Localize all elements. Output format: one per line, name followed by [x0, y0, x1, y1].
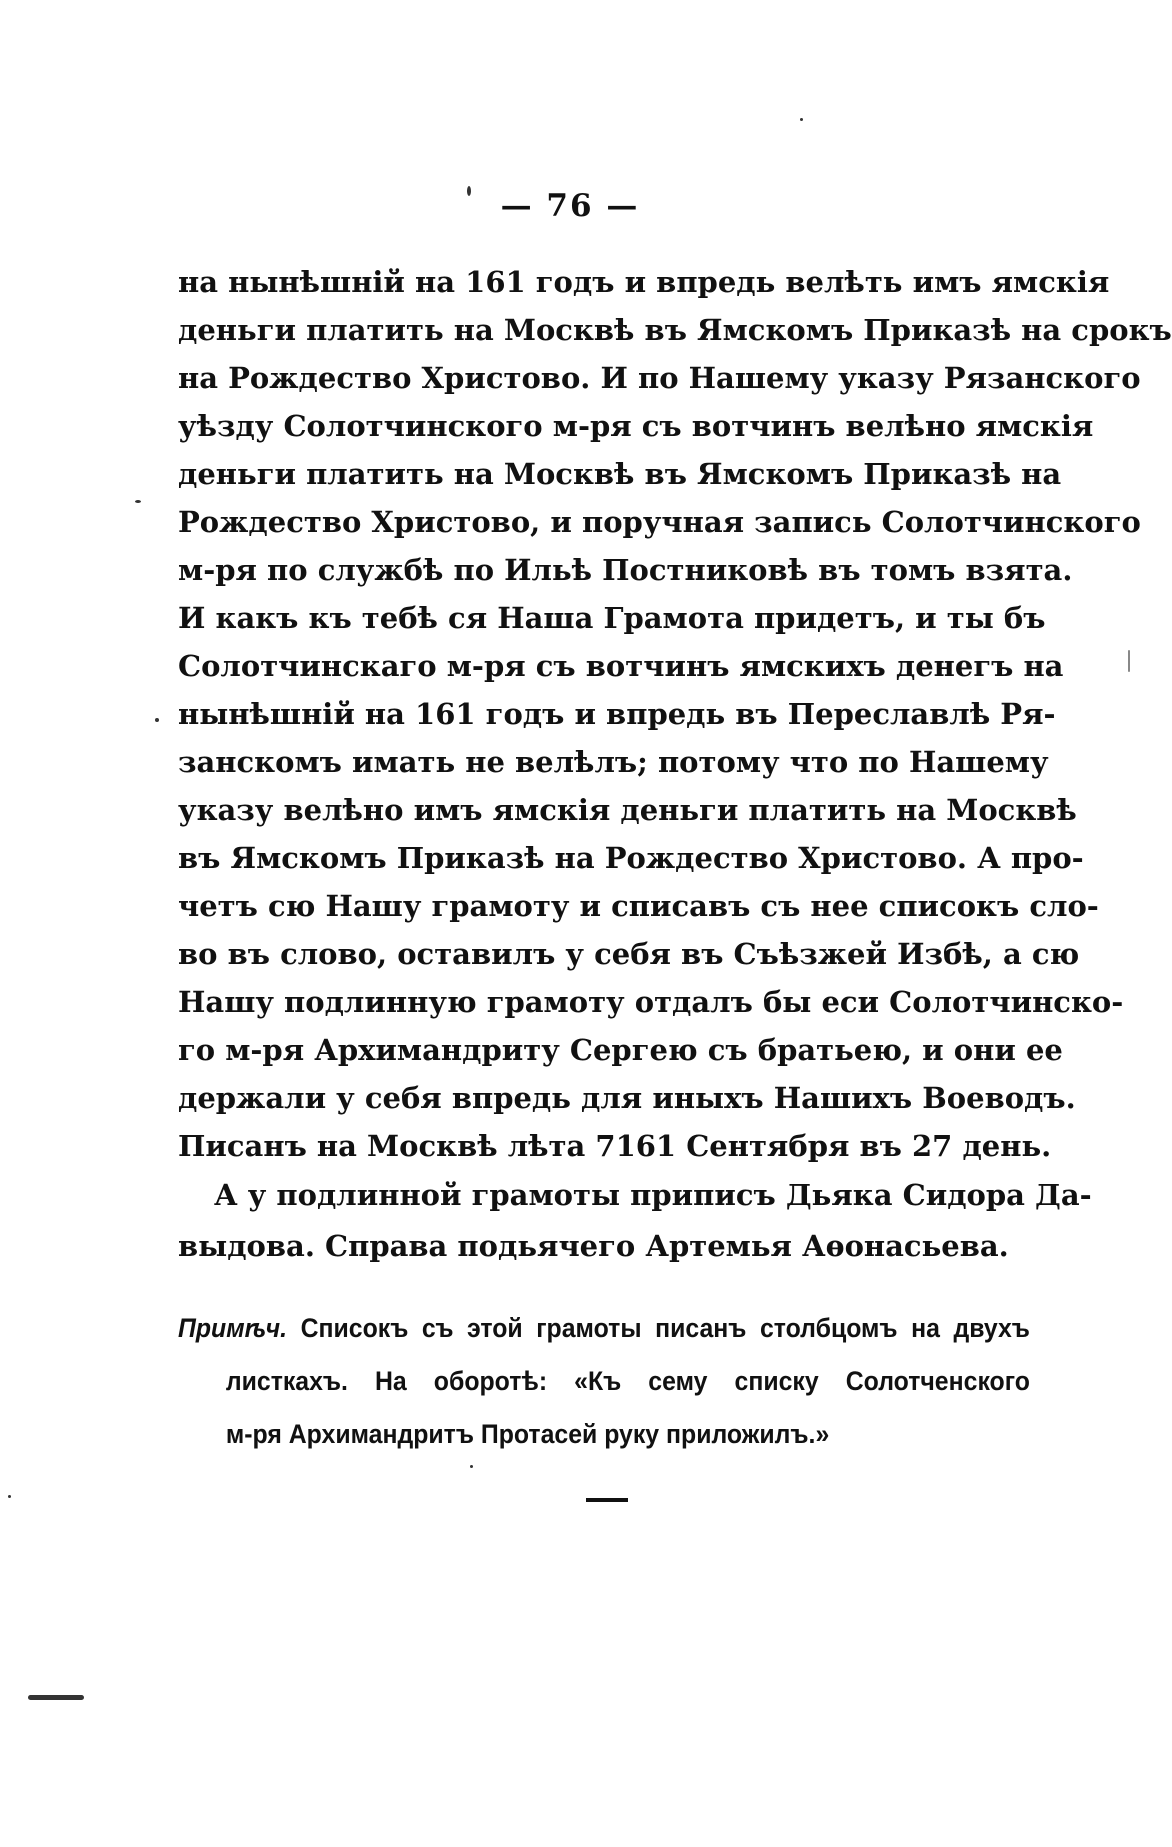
text-line: деньги платить на Москвѣ въ Ямскомъ Приказѣ на	[178, 457, 1062, 491]
text-line: деньги платить на Москвѣ въ Ямскомъ Приказѣ на срокъ	[178, 313, 1172, 347]
main-text-block	[178, 258, 1172, 1170]
scan-speck	[155, 718, 159, 722]
scan-speck	[467, 186, 471, 196]
colophon-paragraph	[178, 1170, 1092, 1272]
page-number: — 76 —	[500, 188, 640, 224]
text-line: го м-ря Архимандриту Сергею съ братьею, и они ее	[178, 1033, 1063, 1067]
text-line: на нынѣшній на 161 годъ и впредь велѣть имъ ямскія	[178, 265, 1110, 299]
text-line: Солотчинскаго м-ря съ вотчинъ ямскихъ денегъ на	[178, 649, 1064, 683]
footnote-line: листкахъ. На оборотѣ: «Къ сему списку Солотченского	[225, 1366, 1030, 1396]
scan-speck	[470, 1465, 473, 1468]
scan-speck	[28, 1695, 84, 1700]
scan-speck	[800, 118, 803, 121]
text-line: Писанъ на Москвѣ лѣта 7161 Сентября въ 27 день.	[178, 1129, 1052, 1163]
text-line: уѣзду Солотчинского м-ря съ вотчинъ велѣно ямскія	[178, 409, 1094, 443]
text-line: на Рождество Христово. И по Нашему указу Рязанского	[178, 361, 1141, 395]
footnote-line	[178, 1302, 1030, 1355]
text-line: И какъ къ тебѣ ся Наша Грамота придетъ, и ты бъ	[178, 601, 1046, 635]
scan-speck	[1128, 650, 1130, 672]
text-line: Нашу подлинную грамоту отдалъ бы еси Солотчинско-	[178, 985, 1124, 1019]
text-line: занскомъ имать не велѣлъ; потому что по Нашему	[178, 745, 1049, 779]
scan-speck	[135, 500, 141, 503]
text-line: четъ сю Нашу грамоту и списавъ съ нее списокъ сло-	[178, 889, 1099, 923]
text-line: нынѣшній на 161 годъ и впредь въ Переславлѣ Ря-	[178, 697, 1056, 731]
scan-speck	[8, 1495, 11, 1498]
footnote-text: Списокъ съ этой грамоты писанъ столбцомъ на двухъ	[287, 1313, 1030, 1343]
footnote-label: Примѣч.	[178, 1313, 288, 1343]
text-line: въ Ямскомъ Приказѣ на Рождество Христово. А про-	[178, 841, 1084, 875]
end-rule	[586, 1498, 628, 1502]
text-line: во въ слово, оставилъ у себя въ Съѣзжей Избѣ, а сю	[178, 937, 1080, 971]
text-line: Рождество Христово, и поручная запись Солотчинского	[178, 505, 1141, 539]
colophon-line: выдова. Справа подьячего Артемья Аѳонасьева.	[178, 1229, 1009, 1263]
text-line: указу велѣно имъ ямскія деньги платить на Москвѣ	[178, 793, 1077, 827]
footnote	[178, 1302, 1030, 1461]
footnote-line: м-ря Архимандритъ Протасей руку приложилъ.»	[225, 1419, 830, 1449]
text-line: держали у себя впредь для иныхъ Нашихъ Воеводъ.	[178, 1081, 1076, 1115]
text-line: м-ря по службѣ по Ильѣ Постниковѣ въ томъ взята.	[178, 553, 1073, 587]
colophon-line: А у подлинной грамоты приписъ Дьяка Сидора Да-	[214, 1178, 1092, 1212]
